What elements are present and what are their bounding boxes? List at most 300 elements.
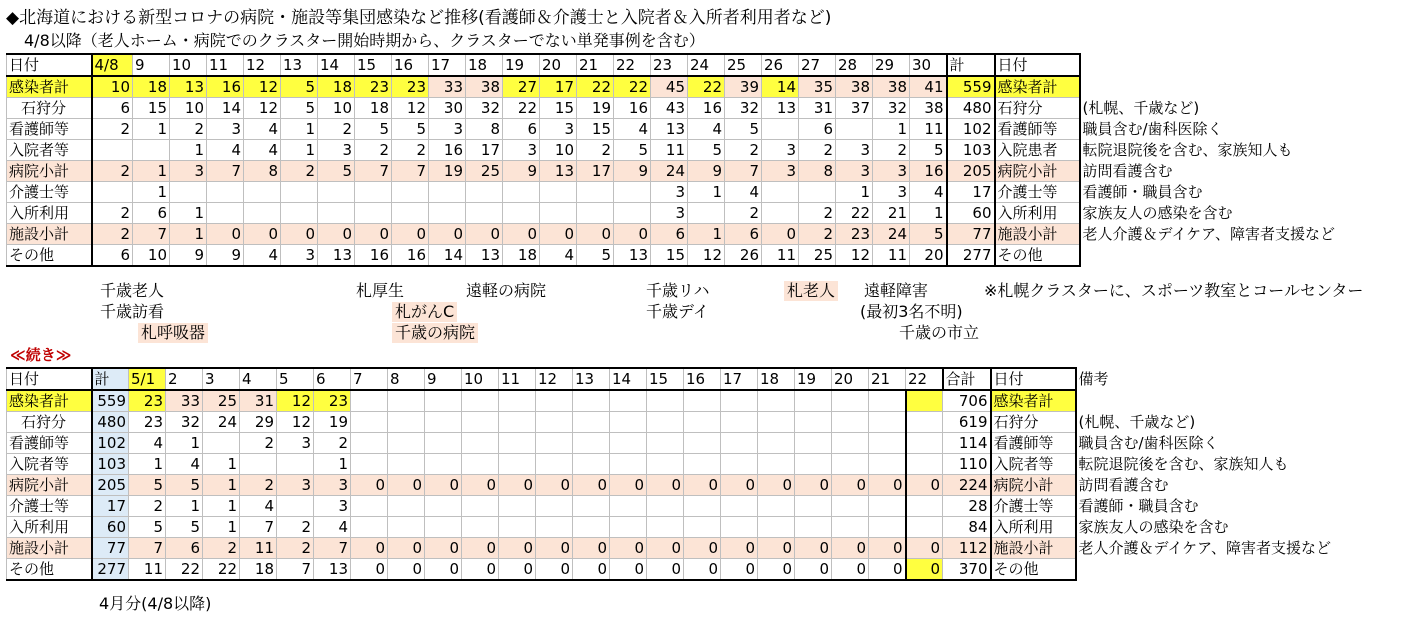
header-cell: 19 bbox=[795, 368, 832, 390]
data-cell bbox=[610, 454, 647, 475]
data-cell: 4 bbox=[240, 496, 277, 517]
data-cell bbox=[795, 433, 832, 454]
data-cell bbox=[536, 454, 573, 475]
data-cell: 38 bbox=[836, 76, 873, 98]
data-cell: 12 bbox=[392, 98, 429, 119]
annotation-label: 札呼吸器 bbox=[138, 323, 208, 343]
data-cell: 6 bbox=[133, 203, 170, 224]
data-cell: 38 bbox=[466, 76, 503, 98]
row-label-right: 感染者計 bbox=[991, 390, 1076, 412]
data-cell: 2 bbox=[799, 224, 836, 245]
data-cell: 2 bbox=[92, 119, 133, 140]
data-cell: 2 bbox=[314, 433, 351, 454]
header-cell: 17 bbox=[429, 54, 466, 76]
data-cell: 10 bbox=[133, 245, 170, 267]
data-cell: 3 bbox=[170, 161, 207, 182]
data-cell: 0 bbox=[573, 475, 610, 496]
header-cell: 2 bbox=[166, 368, 203, 390]
data-cell: 6 bbox=[725, 224, 762, 245]
table-row bbox=[7, 161, 1338, 182]
row-label-right: 施設小計 bbox=[995, 224, 1080, 245]
data-cell bbox=[614, 182, 651, 203]
data-cell: 114 bbox=[943, 433, 991, 454]
table-row bbox=[7, 538, 1334, 559]
data-cell: 2 bbox=[799, 203, 836, 224]
data-cell: 7 bbox=[392, 161, 429, 182]
data-cell: 21 bbox=[873, 203, 910, 224]
data-cell: 12 bbox=[277, 390, 314, 412]
data-cell: 7 bbox=[355, 161, 392, 182]
data-cell bbox=[392, 182, 429, 203]
header-cell: 20 bbox=[832, 368, 869, 390]
data-cell: 0 bbox=[869, 538, 906, 559]
data-cell bbox=[536, 390, 573, 412]
row-label-right: 病院小計 bbox=[991, 475, 1076, 496]
data-cell: 4 bbox=[540, 245, 577, 267]
data-cell: 5 bbox=[725, 119, 762, 140]
row-label-right: その他 bbox=[995, 245, 1080, 267]
data-cell: 13 bbox=[318, 245, 355, 267]
header-cell: 25 bbox=[725, 54, 762, 76]
table-row bbox=[7, 182, 1338, 203]
header-cell: 23 bbox=[651, 54, 688, 76]
annotation-label: 札老人 bbox=[784, 281, 838, 301]
data-cell: 9 bbox=[688, 161, 725, 182]
data-cell bbox=[721, 390, 758, 412]
data-cell bbox=[466, 203, 503, 224]
data-cell: 5 bbox=[688, 140, 725, 161]
data-cell: 0 bbox=[429, 224, 466, 245]
data-cell: 559 bbox=[92, 390, 129, 412]
data-cell: 43 bbox=[651, 98, 688, 119]
data-cell bbox=[351, 454, 388, 475]
data-cell: 0 bbox=[721, 559, 758, 581]
row-label-right: 入院患者 bbox=[995, 140, 1080, 161]
data-cell bbox=[832, 390, 869, 412]
data-cell: 23 bbox=[129, 390, 166, 412]
data-cell: 22 bbox=[836, 203, 873, 224]
data-cell: 110 bbox=[943, 454, 991, 475]
data-cell bbox=[462, 433, 499, 454]
data-cell: 102 bbox=[92, 433, 129, 454]
data-cell: 0 bbox=[318, 224, 355, 245]
data-cell: 0 bbox=[573, 538, 610, 559]
data-cell bbox=[277, 454, 314, 475]
data-cell bbox=[573, 517, 610, 538]
row-note: 転院退院後を含む、家族知人も bbox=[1082, 141, 1293, 159]
data-cell: 5 bbox=[355, 119, 392, 140]
data-cell: 0 bbox=[758, 538, 795, 559]
data-cell: 11 bbox=[910, 119, 947, 140]
data-cell bbox=[647, 454, 684, 475]
data-cell: 8 bbox=[244, 161, 281, 182]
data-cell: 1 bbox=[688, 182, 725, 203]
data-cell: 17 bbox=[466, 140, 503, 161]
data-cell: 39 bbox=[725, 76, 762, 98]
data-cell: 2 bbox=[725, 203, 762, 224]
data-cell bbox=[795, 390, 832, 412]
data-cell: 0 bbox=[392, 224, 429, 245]
data-cell bbox=[906, 433, 943, 454]
header-cell: 14 bbox=[610, 368, 647, 390]
annotation-label: 千歳訪看 bbox=[100, 302, 165, 321]
header-cell: 8 bbox=[388, 368, 425, 390]
data-cell bbox=[610, 433, 647, 454]
data-cell bbox=[244, 182, 281, 203]
row-label: 施設小計 bbox=[7, 224, 92, 245]
data-cell: 5 bbox=[166, 517, 203, 538]
table-row bbox=[7, 517, 1334, 538]
data-cell bbox=[795, 496, 832, 517]
data-cell: 13 bbox=[466, 245, 503, 267]
data-cell: 0 bbox=[207, 224, 244, 245]
row-label-right: 看護師等 bbox=[991, 433, 1076, 454]
row-note bbox=[1080, 76, 1338, 98]
data-cell: 103 bbox=[92, 454, 129, 475]
row-label-right: 病院小計 bbox=[995, 161, 1080, 182]
data-cell bbox=[170, 182, 207, 203]
table-row bbox=[7, 412, 1334, 433]
header-cell: 10 bbox=[170, 54, 207, 76]
data-cell: 77 bbox=[947, 224, 995, 245]
data-cell: 77 bbox=[92, 538, 129, 559]
data-cell: 18 bbox=[355, 98, 392, 119]
data-cell bbox=[244, 203, 281, 224]
data-cell: 18 bbox=[318, 76, 355, 98]
row-note: 訪問看護含む bbox=[1082, 162, 1173, 180]
data-cell: 3 bbox=[277, 475, 314, 496]
table-row bbox=[7, 559, 1334, 581]
data-cell: 480 bbox=[92, 412, 129, 433]
data-cell bbox=[281, 182, 318, 203]
table-row bbox=[7, 224, 1338, 245]
data-cell: 0 bbox=[281, 224, 318, 245]
data-cell bbox=[92, 140, 133, 161]
data-cell: 0 bbox=[244, 224, 281, 245]
data-cell: 12 bbox=[244, 76, 281, 98]
header-cell: 29 bbox=[873, 54, 910, 76]
data-cell: 0 bbox=[536, 559, 573, 581]
data-cell: 0 bbox=[503, 224, 540, 245]
table-row bbox=[7, 454, 1334, 475]
data-cell: 8 bbox=[466, 119, 503, 140]
header-cell: 備考 bbox=[1078, 370, 1109, 388]
row-label: 施設小計 bbox=[7, 538, 92, 559]
data-cell: 7 bbox=[314, 538, 351, 559]
data-cell: 23 bbox=[314, 390, 351, 412]
header-cell: 18 bbox=[466, 54, 503, 76]
data-cell: 15 bbox=[540, 98, 577, 119]
data-cell: 45 bbox=[651, 76, 688, 98]
table-row bbox=[7, 203, 1338, 224]
data-cell: 22 bbox=[614, 76, 651, 98]
data-cell: 6 bbox=[92, 98, 133, 119]
data-cell: 2 bbox=[277, 538, 314, 559]
data-cell bbox=[684, 390, 721, 412]
data-cell: 37 bbox=[836, 98, 873, 119]
annotation-label: 札厚生 bbox=[356, 281, 405, 300]
row-label: その他 bbox=[7, 559, 92, 581]
data-cell bbox=[869, 454, 906, 475]
data-cell bbox=[240, 454, 277, 475]
data-cell: 1 bbox=[836, 182, 873, 203]
row-note: 家族友人の感染を含む bbox=[1078, 518, 1229, 536]
data-cell: 0 bbox=[425, 475, 462, 496]
data-cell: 2 bbox=[799, 140, 836, 161]
data-cell bbox=[425, 517, 462, 538]
row-note: (札幌、千歳など) bbox=[1078, 413, 1196, 431]
data-cell bbox=[869, 517, 906, 538]
data-cell bbox=[758, 454, 795, 475]
data-cell bbox=[906, 454, 943, 475]
data-cell: 7 bbox=[725, 161, 762, 182]
data-cell: 16 bbox=[429, 140, 466, 161]
data-cell: 60 bbox=[947, 203, 995, 224]
data-cell: 17 bbox=[540, 76, 577, 98]
data-cell bbox=[795, 412, 832, 433]
data-cell bbox=[133, 140, 170, 161]
data-cell bbox=[573, 433, 610, 454]
data-cell: 2 bbox=[577, 140, 614, 161]
data-cell: 33 bbox=[166, 390, 203, 412]
data-cell: 15 bbox=[651, 245, 688, 267]
data-cell: 0 bbox=[832, 559, 869, 581]
data-cell bbox=[832, 517, 869, 538]
table-april bbox=[6, 53, 1338, 267]
row-label-right: 施設小計 bbox=[991, 538, 1076, 559]
data-cell bbox=[536, 412, 573, 433]
data-cell: 0 bbox=[462, 538, 499, 559]
data-cell: 1 bbox=[281, 119, 318, 140]
header-cell: 9 bbox=[425, 368, 462, 390]
data-cell: 23 bbox=[392, 76, 429, 98]
data-cell bbox=[610, 390, 647, 412]
data-cell: 31 bbox=[799, 98, 836, 119]
data-cell: 12 bbox=[244, 98, 281, 119]
data-cell: 25 bbox=[203, 390, 240, 412]
data-cell: 1 bbox=[166, 433, 203, 454]
data-cell: 0 bbox=[499, 559, 536, 581]
data-cell bbox=[610, 517, 647, 538]
header-cell: 19 bbox=[503, 54, 540, 76]
data-cell bbox=[462, 496, 499, 517]
annotation-label: 札がんC bbox=[392, 302, 457, 322]
header-cell: 13 bbox=[281, 54, 318, 76]
data-cell: 10 bbox=[318, 98, 355, 119]
data-cell bbox=[462, 454, 499, 475]
data-cell bbox=[573, 496, 610, 517]
data-cell bbox=[499, 496, 536, 517]
data-cell: 102 bbox=[947, 119, 995, 140]
data-cell: 1 bbox=[170, 140, 207, 161]
row-label: 看護師等 bbox=[7, 433, 92, 454]
data-cell: 3 bbox=[207, 119, 244, 140]
data-cell: 0 bbox=[573, 559, 610, 581]
data-cell bbox=[207, 203, 244, 224]
row-note: 訪問看護含む bbox=[1078, 476, 1169, 494]
data-cell: 19 bbox=[314, 412, 351, 433]
data-cell: 13 bbox=[614, 245, 651, 267]
row-label: 看護師等 bbox=[7, 119, 92, 140]
data-cell: 15 bbox=[577, 119, 614, 140]
row-label-right: 看護師等 bbox=[995, 119, 1080, 140]
data-cell: 1 bbox=[133, 182, 170, 203]
data-cell bbox=[573, 412, 610, 433]
data-cell bbox=[540, 203, 577, 224]
row-label-right: 入所利用 bbox=[995, 203, 1080, 224]
data-cell bbox=[869, 412, 906, 433]
table-row bbox=[7, 496, 1334, 517]
data-cell: 0 bbox=[388, 538, 425, 559]
data-cell bbox=[758, 412, 795, 433]
header-cell: 20 bbox=[540, 54, 577, 76]
data-cell: 2 bbox=[129, 496, 166, 517]
data-cell: 4 bbox=[244, 140, 281, 161]
data-cell: 3 bbox=[503, 140, 540, 161]
data-cell: 16 bbox=[392, 245, 429, 267]
data-cell: 1 bbox=[133, 161, 170, 182]
data-cell: 28 bbox=[943, 496, 991, 517]
data-cell: 32 bbox=[725, 98, 762, 119]
data-cell bbox=[684, 496, 721, 517]
data-cell: 19 bbox=[577, 98, 614, 119]
data-cell: 23 bbox=[129, 412, 166, 433]
data-cell bbox=[684, 412, 721, 433]
data-cell: 5 bbox=[281, 98, 318, 119]
data-cell: 1 bbox=[170, 203, 207, 224]
data-cell: 5 bbox=[614, 140, 651, 161]
data-cell bbox=[573, 454, 610, 475]
data-cell bbox=[762, 203, 799, 224]
data-cell: 23 bbox=[355, 76, 392, 98]
data-cell: 2 bbox=[318, 119, 355, 140]
data-cell bbox=[684, 433, 721, 454]
header-cell: 22 bbox=[614, 54, 651, 76]
data-cell bbox=[721, 496, 758, 517]
data-cell bbox=[688, 203, 725, 224]
data-cell: 3 bbox=[873, 161, 910, 182]
header-cell: 26 bbox=[762, 54, 799, 76]
data-cell bbox=[351, 517, 388, 538]
row-label: 感染者計 bbox=[7, 390, 92, 412]
data-cell bbox=[721, 433, 758, 454]
data-cell: 0 bbox=[540, 224, 577, 245]
data-cell: 1 bbox=[688, 224, 725, 245]
header-cell: 日付 bbox=[7, 54, 92, 76]
data-cell: 0 bbox=[647, 559, 684, 581]
row-note: 看護師・職員含む bbox=[1078, 497, 1199, 515]
data-cell: 3 bbox=[281, 245, 318, 267]
table-row bbox=[7, 98, 1338, 119]
data-cell: 0 bbox=[536, 538, 573, 559]
data-cell: 31 bbox=[240, 390, 277, 412]
row-label-right: 石狩分 bbox=[995, 98, 1080, 119]
data-cell bbox=[906, 517, 943, 538]
data-cell bbox=[721, 412, 758, 433]
header-cell: 15 bbox=[355, 54, 392, 76]
data-cell: 7 bbox=[133, 224, 170, 245]
data-cell: 4 bbox=[244, 245, 281, 267]
annotation-label: 千歳の病院 bbox=[392, 323, 478, 343]
data-cell bbox=[721, 454, 758, 475]
data-cell: 6 bbox=[166, 538, 203, 559]
row-note bbox=[1076, 559, 1334, 581]
data-cell: 0 bbox=[795, 559, 832, 581]
data-cell: 0 bbox=[577, 224, 614, 245]
header-cell: 16 bbox=[392, 54, 429, 76]
data-cell: 11 bbox=[873, 245, 910, 267]
data-cell: 16 bbox=[910, 161, 947, 182]
data-cell: 0 bbox=[388, 559, 425, 581]
annotation-label: 千歳リハ bbox=[646, 281, 710, 300]
data-cell bbox=[351, 390, 388, 412]
data-cell bbox=[762, 182, 799, 203]
data-cell bbox=[647, 496, 684, 517]
header-cell: 3 bbox=[203, 368, 240, 390]
annotation-label: (最初3名不明) bbox=[860, 302, 963, 321]
data-cell: 35 bbox=[799, 76, 836, 98]
data-cell bbox=[836, 119, 873, 140]
data-cell bbox=[388, 412, 425, 433]
header-row bbox=[7, 54, 1338, 76]
data-cell bbox=[647, 517, 684, 538]
data-cell: 4 bbox=[614, 119, 651, 140]
row-note: 職員含む/歯科医除く bbox=[1078, 434, 1219, 452]
data-cell bbox=[684, 517, 721, 538]
data-cell: 4 bbox=[207, 140, 244, 161]
header-cell: 合計 bbox=[943, 368, 991, 390]
data-cell: 12 bbox=[688, 245, 725, 267]
data-cell: 32 bbox=[166, 412, 203, 433]
data-cell: 4 bbox=[314, 517, 351, 538]
header-cell: 28 bbox=[836, 54, 873, 76]
data-cell: 33 bbox=[429, 76, 466, 98]
data-cell bbox=[536, 517, 573, 538]
row-label: 入院者等 bbox=[7, 140, 92, 161]
data-cell: 9 bbox=[207, 245, 244, 267]
data-cell bbox=[351, 412, 388, 433]
data-cell bbox=[684, 454, 721, 475]
data-cell bbox=[762, 119, 799, 140]
row-label: 介護士等 bbox=[7, 182, 92, 203]
data-cell bbox=[425, 496, 462, 517]
header-cell: 24 bbox=[688, 54, 725, 76]
data-cell bbox=[462, 412, 499, 433]
data-cell bbox=[906, 412, 943, 433]
annotation-label: ※札幌クラスターに、スポーツ教室とコールセンター bbox=[984, 281, 1364, 300]
data-cell: 1 bbox=[170, 224, 207, 245]
data-cell: 0 bbox=[758, 559, 795, 581]
data-cell: 3 bbox=[651, 203, 688, 224]
data-cell: 23 bbox=[836, 224, 873, 245]
data-cell: 0 bbox=[425, 559, 462, 581]
data-cell: 0 bbox=[684, 538, 721, 559]
data-cell: 7 bbox=[277, 559, 314, 581]
header-cell: 27 bbox=[799, 54, 836, 76]
annotation-label: 遠軽の病院 bbox=[466, 281, 547, 300]
data-cell: 2 bbox=[203, 538, 240, 559]
data-cell: 0 bbox=[388, 475, 425, 496]
data-cell bbox=[869, 390, 906, 412]
data-cell: 13 bbox=[314, 559, 351, 581]
header-cell: 15 bbox=[647, 368, 684, 390]
table-row bbox=[7, 76, 1338, 98]
row-label: 病院小計 bbox=[7, 161, 92, 182]
data-cell: 2 bbox=[392, 140, 429, 161]
data-cell: 11 bbox=[129, 559, 166, 581]
header-cell: 12 bbox=[244, 54, 281, 76]
data-cell: 16 bbox=[207, 76, 244, 98]
